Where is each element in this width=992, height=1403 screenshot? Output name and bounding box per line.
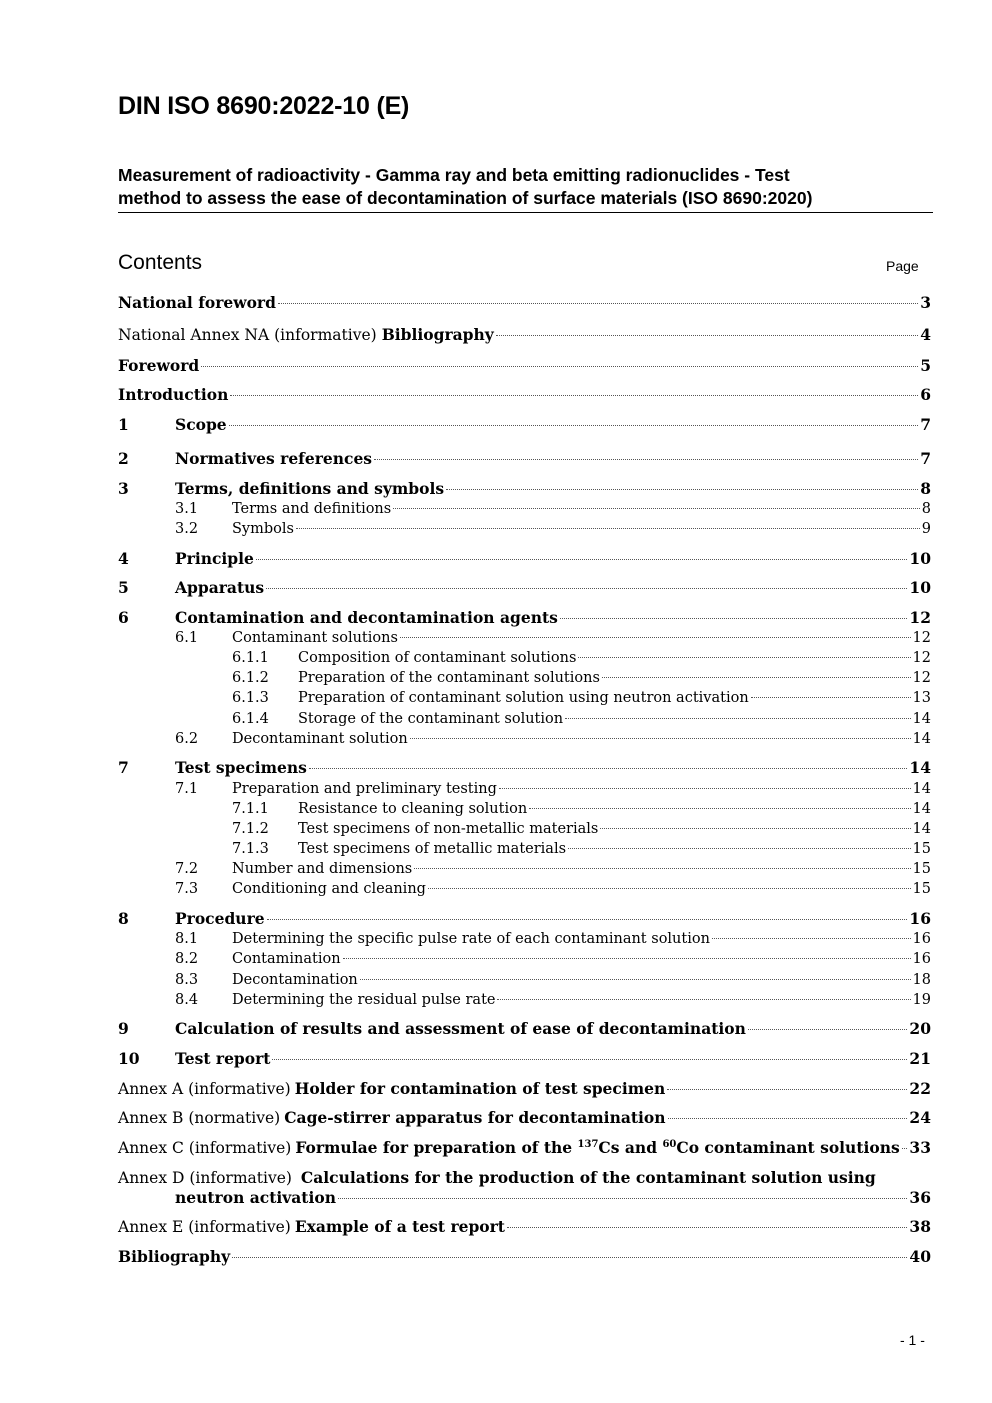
toc-page: 9 (921, 521, 931, 537)
toc-page: 14 (909, 758, 931, 777)
dot-leader (266, 588, 907, 589)
toc-title: Test specimens (175, 758, 307, 777)
dot-leader (568, 848, 911, 849)
toc-number: 3.2 (175, 521, 199, 537)
toc-page: 14 (912, 781, 931, 797)
toc-title: Terms, definitions and symbols (175, 479, 445, 498)
dot-leader (256, 559, 908, 560)
toc-entry-foreword[interactable] (118, 356, 931, 376)
toc-title: Holder for contamination of test specimen (294, 1079, 666, 1098)
toc-number: 10 (118, 1049, 140, 1068)
dot-leader (668, 1118, 908, 1119)
dot-leader (272, 1059, 907, 1060)
toc-page: 8 (920, 479, 931, 498)
toc-number: 7.3 (175, 881, 199, 897)
dot-leader (560, 618, 908, 619)
toc-title: Determining the residual pulse rate (232, 992, 496, 1008)
toc-page: 15 (912, 881, 931, 897)
dot-leader (529, 808, 910, 809)
toc-title: Contamination (232, 951, 341, 967)
toc-title: Test report (175, 1049, 271, 1068)
dot-leader (751, 697, 911, 698)
toc-entry-7-1[interactable] (118, 779, 931, 799)
toc-page: 15 (912, 861, 931, 877)
toc-title: Test specimens of metallic materials (298, 841, 567, 857)
page-number: - 1 - (900, 1332, 925, 1348)
dot-leader (712, 938, 911, 939)
toc-page: 3 (920, 293, 931, 312)
toc-page: 14 (912, 711, 931, 727)
toc-entry-annex-a[interactable] (118, 1079, 931, 1099)
dot-leader (902, 1148, 908, 1149)
toc-title: Introduction (118, 385, 229, 404)
toc-page: 10 (909, 549, 931, 568)
toc-prefix: National Annex NA (informative) (118, 326, 377, 344)
isotope-mass-60: 60 (662, 1139, 677, 1150)
toc-title: Preparation of the contaminant solutions (298, 670, 600, 686)
toc-page: 5 (920, 356, 931, 375)
dot-leader (499, 788, 911, 789)
dot-leader (602, 677, 911, 678)
dot-leader (374, 459, 918, 460)
toc-entry-annex-d[interactable] (118, 1188, 931, 1208)
toc-prefix: Annex D (informative) (118, 1169, 297, 1187)
isotope-mass-137: 137 (577, 1139, 599, 1150)
toc-number: 9 (118, 1019, 129, 1038)
toc-entry-annex-c[interactable] (118, 1138, 931, 1158)
dot-leader (496, 335, 918, 336)
toc-page: 40 (909, 1247, 931, 1266)
dot-leader (230, 395, 918, 396)
toc-entry-annex-b[interactable] (118, 1108, 931, 1128)
toc-title: Normatives references (175, 449, 373, 468)
toc-title: Determining the specific pulse rate of each contaminant solution (232, 931, 710, 947)
standard-id: DIN ISO 8690:2022-10 (E) (118, 92, 410, 120)
toc-number: 1 (118, 415, 129, 434)
toc-page: 7 (920, 449, 931, 468)
toc-entry-national-annex-na[interactable] (118, 325, 931, 345)
subtitle-line-2: method to assess the ease of decontamination of surface materials (ISO 8690:2020) (118, 188, 813, 208)
toc-page: 36 (909, 1188, 931, 1207)
toc-prefix: Annex E (informative) (118, 1218, 291, 1236)
toc-title: Bibliography (381, 325, 494, 344)
toc-title: Cage-stirrer apparatus for decontamination (284, 1108, 666, 1127)
toc-number: 8.1 (175, 931, 199, 947)
toc-title: Decontaminant solution (232, 731, 408, 747)
dot-leader (414, 868, 910, 869)
toc-page: 22 (909, 1079, 931, 1098)
toc-title: Number and dimensions (232, 861, 413, 877)
toc-title: Decontamination (232, 972, 358, 988)
toc-entry-introduction[interactable] (118, 385, 931, 405)
toc-number: 6.1.2 (232, 670, 269, 686)
toc-title: Contaminant solutions (232, 630, 398, 646)
toc-page: 10 (909, 578, 931, 597)
toc-number: 4 (118, 549, 129, 568)
dot-leader (296, 528, 920, 529)
toc-title: Preparation of contaminant solution using neutron activation (298, 690, 749, 706)
toc-title: Resistance to cleaning solution (298, 801, 528, 817)
toc-page: 19 (912, 992, 931, 1008)
toc-title-part: Co contaminant solutions (676, 1138, 900, 1157)
dot-leader (309, 768, 908, 769)
dot-leader (446, 489, 918, 490)
toc-title-line1: Calculations for the production of the contaminant solution using (300, 1168, 876, 1187)
toc-entry-4[interactable] (118, 549, 931, 569)
toc-entry-1[interactable] (118, 415, 931, 435)
toc-entry-national-foreword[interactable] (118, 293, 931, 313)
dot-leader (428, 888, 911, 889)
toc-title: Symbols (232, 521, 294, 537)
toc-title: Calculation of results and assessment of ease of decontamination (175, 1019, 746, 1038)
toc-page: 4 (920, 325, 931, 344)
dot-leader (578, 657, 910, 658)
toc-title: Test specimens of non-metallic materials (298, 821, 599, 837)
dot-leader (565, 718, 910, 719)
toc-entry-bibliography[interactable] (118, 1247, 931, 1267)
dot-leader (748, 1029, 908, 1030)
toc-number: 7.1 (175, 781, 199, 797)
toc-title: Preparation and preliminary testing (232, 781, 497, 797)
toc-page: 7 (920, 415, 931, 434)
toc-number: 7.1.2 (232, 821, 269, 837)
toc-page: 16 (909, 909, 931, 928)
subtitle-line-1: Measurement of radioactivity - Gamma ray and beta emitting radionuclides - Test (118, 165, 790, 185)
toc-number: 7.1.3 (232, 841, 269, 857)
dot-leader (338, 1198, 907, 1199)
page-column-label: Page (886, 258, 919, 274)
dot-leader (410, 738, 911, 739)
toc-prefix: Annex C (informative) (118, 1139, 292, 1157)
toc-title: Composition of contaminant solutions (298, 650, 577, 666)
toc-entry-10[interactable] (118, 1049, 931, 1069)
toc-number: 2 (118, 449, 129, 468)
toc-entry-6-1-3[interactable] (118, 688, 931, 708)
toc-entry-7[interactable] (118, 758, 931, 778)
toc-entry-8-1[interactable] (118, 929, 931, 949)
toc-title: neutron activation (175, 1188, 336, 1207)
toc-title: Conditioning and cleaning (232, 881, 426, 897)
toc-title: Apparatus (175, 578, 265, 597)
toc-entry-7-2[interactable] (118, 859, 931, 879)
toc-title: Scope (175, 415, 227, 434)
toc-entry-9[interactable] (118, 1019, 931, 1039)
dot-leader (201, 366, 918, 367)
toc-entry-6-1[interactable] (118, 628, 931, 648)
toc-page: 18 (912, 972, 931, 988)
toc-page: 12 (909, 608, 931, 627)
toc-entry-3-2[interactable] (118, 519, 931, 539)
toc-page: 12 (912, 650, 931, 666)
toc-number: 7.2 (175, 861, 199, 877)
toc-title: Bibliography (118, 1247, 231, 1266)
toc-number: 6.2 (175, 731, 199, 747)
toc-entry-6-1-1[interactable] (118, 648, 931, 668)
toc-entry-3[interactable] (118, 479, 931, 499)
toc-page: 8 (921, 501, 931, 517)
toc-title: Example of a test report (294, 1217, 505, 1236)
dot-leader (343, 958, 911, 959)
toc-number: 6.1.4 (232, 711, 269, 727)
dot-leader (400, 637, 911, 638)
toc-entry-7-1-1[interactable] (118, 799, 931, 819)
toc-prefix: Annex A (informative) (118, 1080, 291, 1098)
dot-leader (232, 1257, 907, 1258)
toc-entry-8-3[interactable] (118, 970, 931, 990)
toc-page: 21 (909, 1049, 931, 1068)
toc-title: National foreword (118, 293, 276, 312)
toc-title: Terms and definitions (232, 501, 392, 517)
toc-number: 8 (118, 909, 129, 928)
dot-leader (229, 425, 919, 426)
toc-entry-8-2[interactable] (118, 949, 931, 969)
toc-prefix: Annex B (normative) (118, 1109, 281, 1127)
toc-entry-annex-d-line1[interactable] (118, 1168, 876, 1188)
toc-page: 33 (909, 1138, 931, 1157)
toc-title-part: Cs and (598, 1138, 663, 1157)
toc-number: 3.1 (175, 501, 199, 517)
toc-entry-7-3[interactable] (118, 879, 931, 899)
toc-number: 6.1.1 (232, 650, 269, 666)
toc-page: 13 (912, 690, 931, 706)
toc-entry-7-1-2[interactable] (118, 819, 931, 839)
toc-number: 6.1.3 (232, 690, 269, 706)
dot-leader (497, 999, 910, 1000)
toc-entry-7-1-3[interactable] (118, 839, 931, 859)
toc-page: 20 (909, 1019, 931, 1038)
toc-entry-2[interactable] (118, 449, 931, 469)
toc-number: 7 (118, 758, 129, 777)
dot-leader (278, 303, 918, 304)
dot-leader (507, 1227, 907, 1228)
dot-leader (393, 508, 920, 509)
toc-title: Contamination and decontamination agents (175, 608, 558, 627)
toc-page: 12 (912, 630, 931, 646)
toc-entry-8[interactable] (118, 909, 931, 929)
toc-number: 5 (118, 578, 129, 597)
toc-entry-8-4[interactable] (118, 990, 931, 1010)
toc-title: Foreword (118, 356, 200, 375)
toc-number: 8.3 (175, 972, 199, 988)
toc-entry-5[interactable] (118, 578, 931, 598)
dot-leader (360, 979, 911, 980)
toc-entry-3-1[interactable] (118, 499, 931, 519)
toc-page: 14 (912, 731, 931, 747)
toc-entry-6-1-2[interactable] (118, 668, 931, 688)
toc-number: 6.1 (175, 630, 199, 646)
toc-title: Procedure (175, 909, 265, 928)
contents-heading: Contents (118, 251, 203, 274)
toc-page: 24 (909, 1108, 931, 1127)
dot-leader (667, 1089, 907, 1090)
toc-title (295, 1138, 899, 1158)
toc-page: 12 (912, 670, 931, 686)
toc-page: 15 (912, 841, 931, 857)
toc-entry-6-1-4[interactable] (118, 709, 931, 729)
toc-number: 7.1.1 (232, 801, 269, 817)
toc-page: 14 (912, 801, 931, 817)
toc-entry-6[interactable] (118, 608, 931, 628)
toc-number: 8.2 (175, 951, 199, 967)
toc-title: Principle (175, 549, 254, 568)
toc-number: 8.4 (175, 992, 199, 1008)
toc-title: Storage of the contaminant solution (298, 711, 564, 727)
toc-page: 6 (920, 385, 931, 404)
toc-page: 16 (912, 951, 931, 967)
toc-title-part: Formulae for preparation of the (295, 1138, 578, 1157)
toc-entry-6-2[interactable] (118, 729, 931, 749)
toc-number: 6 (118, 608, 129, 627)
dot-leader (600, 828, 910, 829)
dot-leader (267, 919, 908, 920)
toc-page: 38 (909, 1217, 931, 1236)
toc-number: 3 (118, 479, 129, 498)
toc-entry-annex-e[interactable] (118, 1217, 931, 1237)
toc-page: 14 (912, 821, 931, 837)
toc-page: 16 (912, 931, 931, 947)
